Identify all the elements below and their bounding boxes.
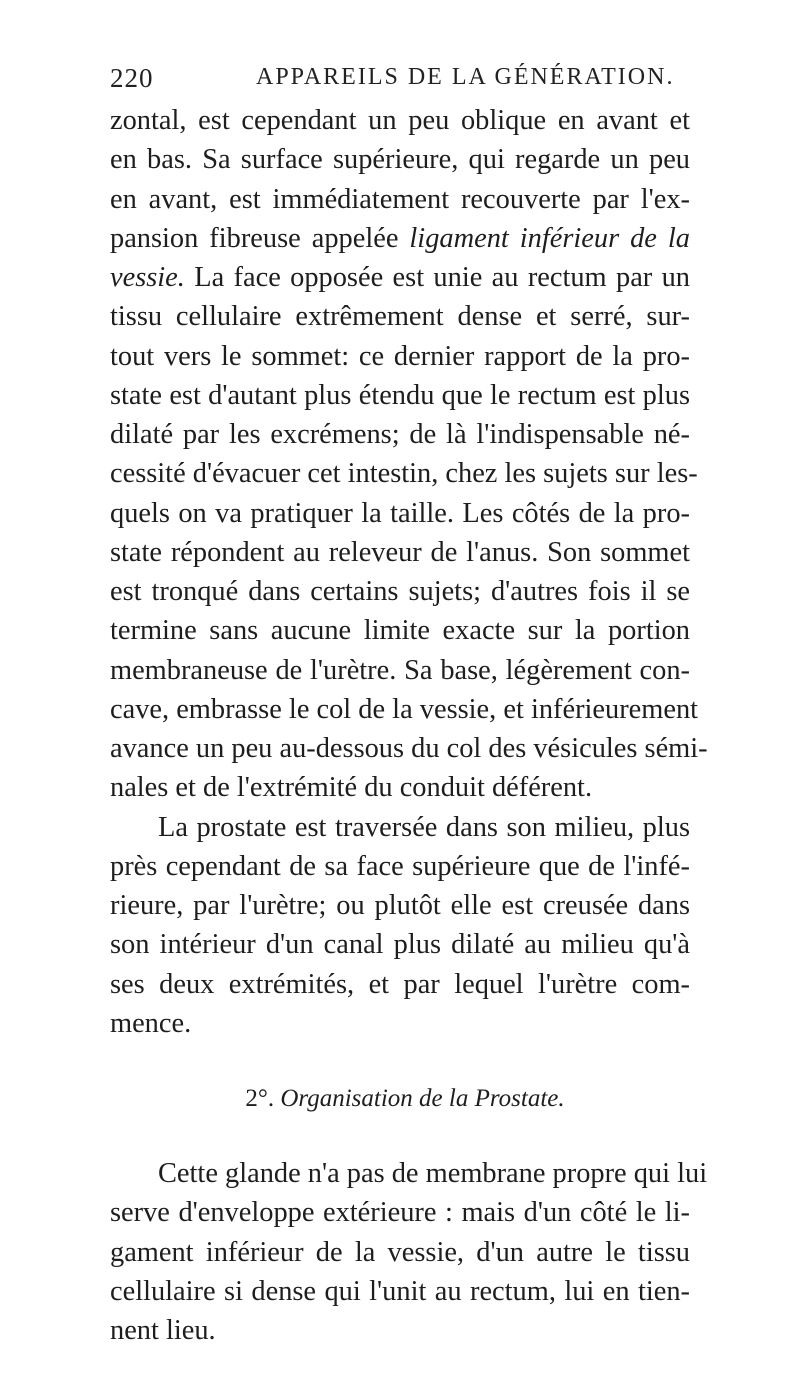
- text-line-with-italic: [110, 219, 690, 258]
- text-line: cave, embrasse le col de la vessie, et inférieurement: [110, 693, 699, 725]
- spacer: [110, 1043, 690, 1079]
- text-line: en bas. Sa surface supérieure, qui regarde un peu: [110, 144, 690, 176]
- paragraph-2: [110, 808, 690, 1044]
- paragraph-1: [110, 101, 708, 808]
- section-title: Organisation de la Prostate.: [280, 1085, 565, 1112]
- text-line: mence.: [110, 1007, 192, 1039]
- text-line: dilaté par les excrémens; de là l'indispensable né-: [110, 419, 690, 450]
- spacer: [110, 1118, 690, 1154]
- text-line: state est d'autant plus étendu que le rectum est plus: [110, 379, 690, 411]
- text-line: Cette glande n'a pas de membrane propre qui lui: [158, 1158, 708, 1189]
- text-line: nent lieu.: [110, 1315, 216, 1346]
- text-line: son intérieur d'un canal plus dilaté au milieu qu'à: [110, 929, 690, 961]
- text-line: ses deux extrémités, et par lequel l'urètre com-: [110, 968, 690, 1000]
- text-line: termine sans aucune limite exacte sur la portion: [110, 615, 690, 647]
- text-line: est tronqué dans certains sujets; d'autres fois il se: [110, 576, 690, 607]
- text-line: state répondent au releveur de l'anus. Son sommet: [110, 536, 690, 568]
- text-fragment: pansion fibreuse appelée: [110, 222, 410, 254]
- text-line-with-italic: [110, 258, 690, 297]
- text-line: zontal, est cependant un peu oblique en avant et: [110, 105, 690, 136]
- running-title: APPAREILS DE LA GÉNÉRATION.: [256, 64, 675, 90]
- page-number: 220: [110, 63, 154, 93]
- text-line: La prostate est traversée dans son milieu, plus: [158, 811, 690, 843]
- text-line: près cependant de sa face supérieure que de l'infé-: [110, 850, 690, 882]
- section-number: 2°.: [245, 1085, 275, 1112]
- text-line: en avant, est immédiatement recouverte par l'ex-: [110, 183, 690, 215]
- text-line: rieure, par l'urètre; ou plutôt elle est creusée dans: [110, 890, 690, 921]
- text-fragment: La face opposée est unie au rectum par un: [184, 262, 690, 293]
- text-line: quels on va pratiquer la taille. Les côtés de la pro-: [110, 497, 690, 529]
- text-line: serve d'enveloppe extérieure : mais d'un côté le li-: [110, 1197, 690, 1229]
- italic-term-end: vessie.: [110, 262, 185, 293]
- text-line: cellulaire si dense qui l'unit au rectum, lui en tien-: [110, 1275, 690, 1307]
- text-line: avance un peu au-dessous du col des vésicules sémi-: [110, 733, 708, 764]
- section-heading: [110, 1079, 690, 1118]
- italic-term: ligament inférieur de la: [409, 222, 690, 254]
- text-line: tout vers le sommet: ce dernier rapport de la pro-: [110, 340, 690, 372]
- running-head: [110, 63, 688, 99]
- text-line: nales et de l'extrémité du conduit déférent.: [110, 772, 593, 804]
- text-line: gament inférieur de la vessie, d'un autre le tissu: [110, 1236, 690, 1268]
- text-line: tissu cellulaire extrêmement dense et serré, sur-: [110, 301, 690, 333]
- body-text: [110, 101, 708, 1350]
- paragraph-3: [110, 1154, 708, 1350]
- text-line: cessité d'évacuer cet intestin, chez les sujets sur les-: [110, 458, 698, 490]
- text-line: membraneuse de l'urètre. Sa base, légèrement con-: [110, 654, 690, 686]
